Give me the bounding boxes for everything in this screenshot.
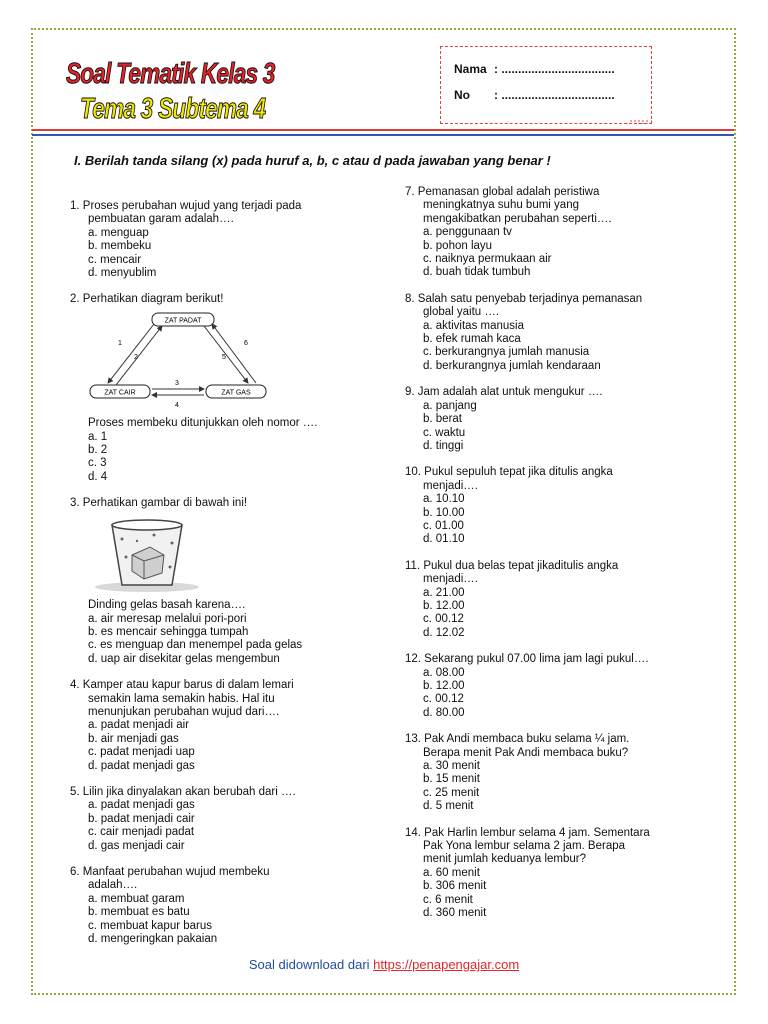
question-text-continued: Pak Yona lembur selama 2 jam. Berapa [423, 840, 626, 853]
answer-option: b. 12.00 [423, 680, 465, 692]
question-prompt: Dinding gelas basah karena…. [88, 599, 246, 612]
answer-options [70, 799, 370, 853]
answer-option: c. mencair [88, 253, 142, 266]
title-line-2: Tema 3 Subtema 4 [80, 93, 266, 125]
question-text: 13. Pak Andi membaca buku selama ¼ jam. [405, 733, 630, 746]
question-11 [405, 560, 715, 640]
question-text-continued: adalah…. [88, 879, 138, 892]
header-rule-blue [32, 134, 734, 136]
question-4 [70, 679, 370, 773]
answer-option: b. efek rumah kaca [423, 333, 521, 346]
answer-options [405, 226, 715, 280]
answer-option: d. tinggi [423, 439, 464, 452]
header-rule-red [32, 129, 734, 131]
state-change-diagram [88, 309, 370, 413]
arrow-label-5: 5 [222, 353, 226, 361]
question-text: 10. Pukul sepuluh tepat jika ditulis angka [405, 466, 613, 479]
node-liquid: ZAT CAIR [104, 389, 136, 397]
arrow-label-1: 1 [118, 339, 122, 347]
answer-option: b. membeku [88, 240, 152, 253]
answer-option: b. 15 menit [423, 773, 480, 786]
question-text-continued: mengakibatkan perubahan seperti…. [423, 212, 612, 225]
answer-option: c. berkurangnya jumlah manusia [423, 346, 590, 359]
answer-options [70, 719, 370, 773]
question-14 [405, 827, 715, 921]
answer-option: a. 10.10 [423, 493, 465, 506]
question-text: 1. Proses perubahan wujud yang terjadi pada [70, 200, 302, 212]
answer-option: a. padat menjadi gas [88, 799, 195, 812]
right-column [405, 186, 715, 934]
answer-option: a. panjang [423, 399, 477, 412]
answer-option: d. 01.10 [423, 533, 465, 546]
answer-option: c. 6 menit [423, 893, 473, 906]
answer-option: d. 4 [88, 470, 108, 483]
question-5 [70, 786, 370, 853]
answer-option: c. 25 menit [423, 786, 480, 799]
question-text-continued: pembuatan garam adalah…. [88, 213, 234, 226]
question-text-continued: global yaitu …. [423, 306, 500, 319]
title-line-1: Soal Tematik Kelas 3 [66, 58, 275, 90]
node-gas: ZAT GAS [221, 389, 251, 397]
answer-option: c. membuat kapur barus [88, 919, 213, 932]
question-text: 11. Pukul dua belas tepat jikaditulis angka [405, 559, 619, 572]
question-text: 5. Lilin jika dinyalakan akan berubah dari …. [70, 785, 296, 798]
answer-options [405, 667, 715, 721]
footer [0, 957, 768, 972]
arrow-label-3: 3 [175, 379, 179, 387]
question-2 [70, 293, 370, 484]
question-text: 8. Salah satu penyebab terjadinya pemanasan [405, 292, 643, 305]
answer-options [70, 893, 370, 947]
answer-option: c. 01.00 [423, 519, 464, 532]
question-3 [70, 497, 370, 666]
answer-option: a. menguap [88, 226, 149, 239]
answer-option: b. 2 [88, 444, 108, 457]
answer-option: a. aktivitas manusia [423, 319, 524, 332]
question-text-continued: semakin lama semakin habis. Hal itu [88, 692, 275, 705]
name-box [440, 46, 652, 124]
question-text-continued: menjadi…. [423, 479, 478, 492]
answer-options [405, 400, 715, 454]
arrow-label-6: 6 [244, 339, 248, 347]
footer-link[interactable]: https://penapengajar.com [373, 957, 520, 972]
answer-options [70, 613, 370, 667]
no-blank: : .................................. [494, 88, 615, 102]
question-text: 3. Perhatikan gambar di bawah ini! [70, 497, 248, 510]
answer-option: b. pohon layu [423, 239, 493, 252]
answer-option: b. 12.00 [423, 599, 465, 612]
answer-option: a. membuat garam [88, 892, 185, 905]
question-12 [405, 653, 715, 720]
question-text: 6. Manfaat perubahan wujud membeku [70, 866, 270, 878]
answer-option: c. 3 [88, 457, 107, 470]
wet-glass-illustration-icon [92, 517, 370, 597]
answer-option: a. penggunaan tv [423, 226, 512, 239]
answer-option: b. 306 menit [423, 880, 487, 893]
answer-option: c. 00.12 [423, 693, 464, 706]
question-text: 2. Perhatikan diagram berikut! [70, 293, 224, 306]
question-text-continued: menit jumlah keduanya lembur? [423, 853, 587, 866]
answer-option: d. padat menjadi gas [88, 759, 195, 772]
answer-option: a. 08.00 [423, 666, 465, 679]
answer-option: a. 1 [88, 430, 108, 443]
question-prompt: Proses membeku ditunjukkan oleh nomor …. [88, 417, 318, 430]
arrow-label-4: 4 [175, 401, 179, 409]
question-text: 14. Pak Harlin lembur selama 4 jam. Sementara [405, 826, 650, 839]
answer-option: b. air menjadi gas [88, 732, 179, 745]
answer-option: b. padat menjadi cair [88, 812, 195, 825]
question-13 [405, 733, 715, 813]
name-row [454, 62, 615, 76]
answer-option: d. uap air disekitar gelas mengembun [88, 652, 280, 665]
question-text-continued: meningkatnya suhu bumi yang [423, 199, 579, 212]
answer-option: d. gas menjadi cair [88, 839, 185, 852]
answer-option: a. 30 menit [423, 760, 480, 773]
answer-option: a. padat menjadi air [88, 719, 190, 732]
answer-option: d. berkurangnya jumlah kendaraan [423, 359, 601, 372]
question-9 [405, 386, 715, 453]
question-8 [405, 293, 715, 373]
answer-option: a. air meresap melalui pori-pori [88, 612, 247, 625]
instruction: I. Berilah tanda silang (x) pada huruf a, b, c atau d pada jawaban yang benar ! [74, 153, 551, 168]
question-10 [405, 466, 715, 546]
answer-option: a. 21.00 [423, 586, 465, 599]
answer-option: d. menyublim [88, 267, 157, 280]
question-1 [70, 200, 370, 280]
answer-option: b. berat [423, 413, 462, 426]
answer-option: d. 80.00 [423, 706, 465, 719]
answer-options [70, 227, 370, 281]
answer-option: b. 10.00 [423, 506, 465, 519]
question-text-continued: Berapa menit Pak Andi membaca buku? [423, 746, 629, 759]
answer-option: b. membuat es batu [88, 906, 190, 919]
question-text: 9. Jam adalah alat untuk mengukur …. [405, 386, 603, 399]
left-column [70, 200, 370, 959]
answer-option: c. es menguap dan menempel pada gelas [88, 639, 303, 652]
answer-option: c. cair menjadi padat [88, 826, 195, 839]
answer-option: d. 5 menit [423, 800, 474, 813]
question-text: 7. Pemanasan global adalah peristiwa [405, 186, 600, 198]
answer-options [405, 320, 715, 374]
question-7 [405, 186, 715, 280]
answer-option: c. padat menjadi uap [88, 746, 195, 759]
answer-option: c. waktu [423, 426, 466, 439]
answer-option: d. 360 menit [423, 907, 487, 920]
no-row [454, 88, 615, 102]
answer-option: d. 12.02 [423, 626, 465, 639]
name-blank: : .................................. [494, 62, 615, 76]
question-text: 4. Kamper atau kapur barus di dalam lemari [70, 679, 294, 692]
answer-option: c. 00.12 [423, 613, 464, 626]
question-text-continued: menjadi…. [423, 573, 478, 586]
no-label: No [454, 88, 470, 102]
answer-option: a. 60 menit [423, 866, 480, 879]
answer-options [70, 431, 370, 485]
answer-options [405, 587, 715, 641]
question-6 [70, 866, 370, 946]
question-text-continued: menunjukan perubahan wujud dari…. [88, 705, 280, 718]
answer-option: b. es mencair sehingga tumpah [88, 625, 249, 638]
node-solid: ZAT PADAT [164, 317, 202, 325]
footer-text: Soal didownload dari [248, 957, 374, 972]
answer-options [405, 493, 715, 547]
question-text: 12. Sekarang pukul 07.00 lima jam lagi pukul…. [405, 653, 649, 666]
answer-options [405, 760, 715, 814]
answer-option: c. naiknya permukaan air [423, 253, 552, 266]
arrow-label-2: 2 [134, 353, 138, 361]
corner-mark-icon [626, 114, 652, 124]
answer-options [405, 867, 715, 921]
answer-option: d. buah tidak tumbuh [423, 266, 531, 279]
name-label: Nama [454, 62, 487, 76]
answer-option: d. mengeringkan pakaian [88, 933, 218, 946]
